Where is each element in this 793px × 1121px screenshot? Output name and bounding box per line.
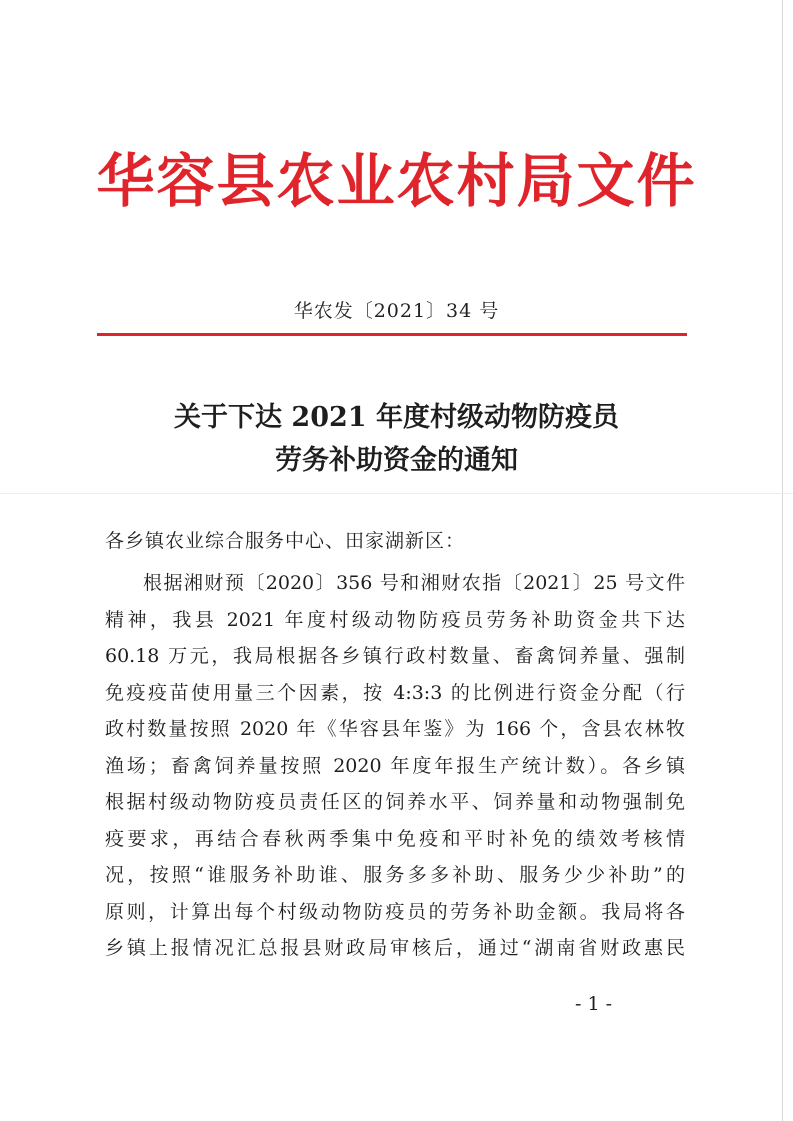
body-line: 根据村级动物防疫员责任区的饲养水平、饲养量和动物强制免 [105,791,685,813]
body-line: 政村数量按照 2020 年《华容县年鉴》为 166 个，含县农林牧 [105,718,685,740]
page-number: - 1 - [575,993,613,1015]
notice-title-line-2: 劳务补助资金的通知 [275,445,518,476]
notice-title [0,396,793,482]
body-line: 况，按照“谁服务补助谁、服务多多补助、服务少少补助”的 [105,864,685,886]
body-line: 免疫疫苗使用量三个因素，按 4:3:3 的比例进行资金分配（行 [105,681,685,704]
body-line: 精神，我县 2021 年度村级动物防疫员劳务补助资金共下达 [105,608,685,631]
body-line: 60.18 万元，我局根据各乡镇行政村数量、畜禽饲养量、强制 [105,645,685,667]
body-paragraph [105,565,685,967]
body-line: 乡镇上报情况汇总报县财政局审核后，通过“湖南省财政惠民 [105,937,685,959]
body-line: 疫要求，再结合春秋两季集中免疫和平时补免的绩效考核情 [105,827,685,850]
document-number: 华农发〔2021〕34 号 [293,300,500,322]
notice-title-line-1: 关于下达 2021 年度村级动物防疫员 [174,402,619,433]
red-divider-line [97,333,687,336]
org-header-title: 华容县农业农村局文件 [96,147,697,215]
body-line: 渔场；畜禽饲养量按照 2020 年度年报生产统计数）。各乡镇 [105,754,685,777]
scan-fold-line [0,493,793,494]
salutation: 各乡镇农业综合服务中心、田家湖新区： [105,530,466,552]
body-line: 根据湘财预〔2020〕356 号和湘财农指〔2021〕25 号文件 [143,572,685,594]
body-line: 原则，计算出每个村级动物防疫员的劳务补助金额。我局将各 [105,900,685,923]
